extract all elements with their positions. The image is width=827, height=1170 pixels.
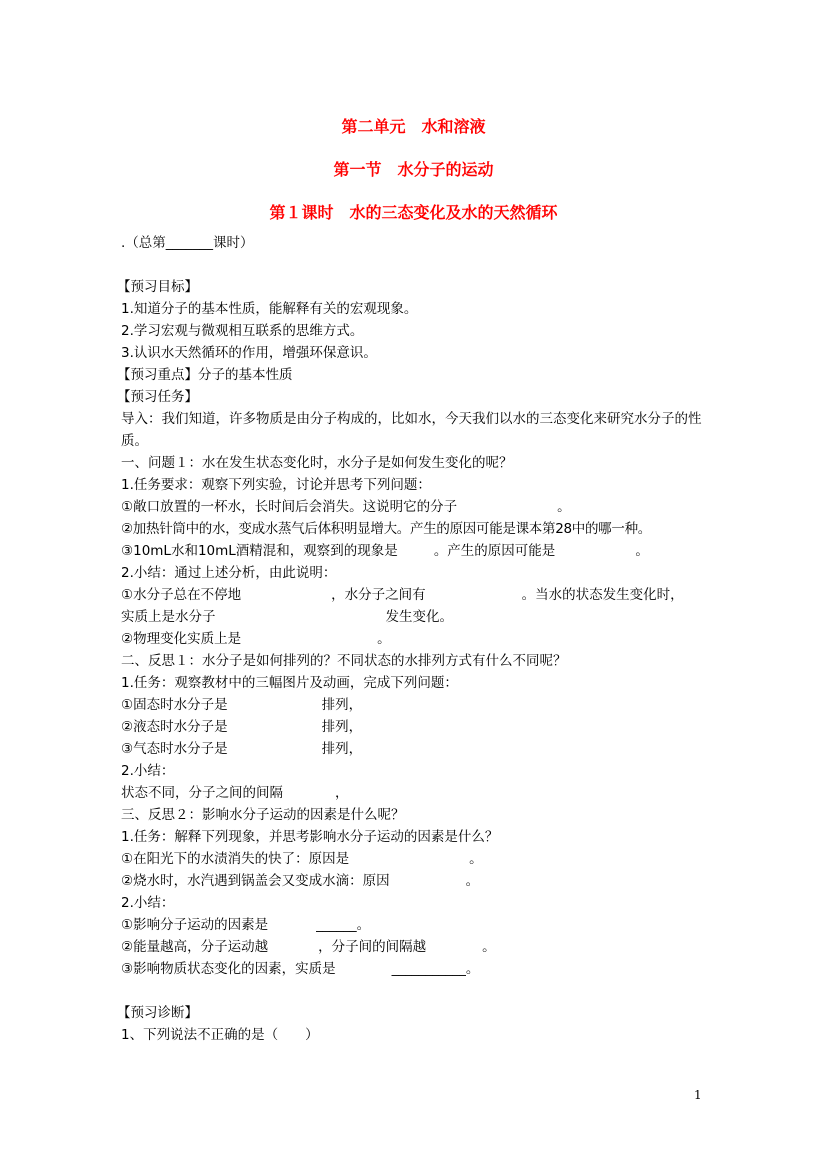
q1-s-b2: 发生变化。 — [385, 609, 453, 625]
q1-s-a3: 。当水的状态发生变化时， — [521, 587, 684, 603]
page-number: 1 — [694, 1088, 702, 1102]
r1-a1: ①固态时水分子是 — [121, 697, 228, 713]
r1-a2: 排列， — [321, 697, 363, 713]
reflection-2-b — [121, 870, 711, 892]
r2-s-c2: ___________。 — [391, 961, 480, 977]
q1-c-text1: ③10mL水和10mL酒精混和，观察到的现象是 — [121, 543, 398, 559]
q1-s-c1: ②物理变化实质上是 — [121, 631, 242, 647]
r1-c2: 排列， — [321, 741, 363, 757]
total-lesson-line: .（总第_______课时） — [121, 235, 254, 251]
lesson-title: 第１课时 水的三态变化及水的天然循环 — [269, 203, 558, 222]
r1-b2: 排列， — [321, 719, 363, 735]
q1-a-end: 。 — [557, 499, 571, 515]
question-1-a — [121, 496, 711, 518]
q1-s-c-end: 。 — [377, 631, 391, 647]
question-1-summary: 2.小结：通过上述分析，由此说明： — [121, 565, 337, 581]
question-1-c — [121, 540, 711, 562]
r2-a-end: 。 — [469, 851, 483, 867]
reflection-2: 三、反思２：影响水分子运动的因素是什么呢？ — [121, 807, 405, 823]
reflection-1: 二、反思１：水分子是如何排列的？不同状态的水排列方式有什么不同呢？ — [121, 653, 567, 669]
intro-paragraph: 导入：我们知道，许多物质是由分子构成的，比如水，今天我们以水的三态变化来研究水分子的性质。 — [121, 411, 702, 449]
r2-s-b2: ，分子间的间隔越 — [318, 939, 427, 955]
r1-b1: ②液态时水分子是 — [121, 719, 228, 735]
q1-s-b1: 实质上是水分子 — [121, 609, 216, 625]
reflection-1-c — [121, 738, 711, 760]
r2-s-b1: ②能量越高，分子运动越 — [121, 939, 269, 955]
diagnosis-question-1: 1、下列说法不正确的是（ ） — [121, 1027, 319, 1043]
section-title: 第一节 水分子的运动 — [333, 160, 494, 179]
task-header: 【预习任务】 — [117, 389, 198, 405]
q1-s-a1: ①水分子总在不停地 — [121, 587, 242, 603]
r2-s-a2: ______。 — [316, 917, 371, 933]
question-1-summary-b — [121, 606, 711, 628]
r1-s2: ， — [335, 785, 349, 801]
r2-b1: ②烧水时，水汽遇到锅盖会又变成水滴：原因 — [121, 873, 390, 889]
r1-c1: ③气态时水分子是 — [121, 741, 228, 757]
reflection-2-a — [121, 848, 711, 870]
question-1: 一、问题１：水在发生状态变化时，水分子是如何发生变化的呢？ — [121, 455, 513, 471]
reflection-1-task: 1.任务：观察教材中的三幅图片及动画，完成下列问题： — [121, 675, 458, 691]
reflection-2-summary-b — [121, 936, 711, 958]
reflection-1-a — [121, 694, 711, 716]
reflection-2-task: 1.任务：解释下列现象，并思考影响水分子运动的因素是什么？ — [121, 829, 499, 845]
q1-s-a2: ，水分子之间有 — [331, 587, 426, 603]
reflection-2-summary-c — [121, 958, 711, 980]
r2-s-c1: ③影响物质状态变化的因素，实质是 — [121, 961, 336, 977]
question-1-task: 1.任务要求：观察下列实验，讨论并思考下列问题： — [121, 477, 431, 493]
unit-title: 第二单元 水和溶液 — [341, 117, 486, 136]
reflection-2-summary-a — [121, 914, 711, 936]
q1-c-end: 。 — [635, 543, 649, 559]
r2-b-end: 。 — [465, 873, 480, 889]
goal-2: 2.学习宏观与微观相互联系的思维方式。 — [121, 323, 364, 339]
reflection-1-summary: 2.小结： — [121, 763, 175, 779]
reflection-1-summary-line — [121, 782, 711, 804]
r2-a1: ①在阳光下的水渍消失的快了：原因是 — [121, 851, 350, 867]
question-1-b: ②加热针筒中的水，变成水蒸气后体积明显增大。产生的原因可能是课本第28中的哪一种。 — [121, 521, 651, 537]
q1-a-text: ①敞口放置的一杯水，长时间后会消失。这说明它的分子 — [121, 499, 458, 515]
key-point: 【预习重点】分子的基本性质 — [117, 367, 293, 383]
goals-header: 【预习目标】 — [117, 279, 198, 295]
goal-3: 3.认识水天然循环的作用，增强环保意识。 — [121, 345, 377, 361]
r2-s-b-end: 。 — [482, 939, 496, 955]
reflection-2-summary: 2.小结： — [121, 895, 175, 911]
goal-1: 1.知道分子的基本性质，能解释有关的宏观现象。 — [121, 301, 418, 317]
question-1-summary-c — [121, 628, 711, 650]
r1-s1: 状态不同，分子之间的间隔 — [121, 785, 283, 801]
document-body — [117, 232, 711, 1046]
reflection-1-b — [121, 716, 711, 738]
diagnosis-header: 【预习诊断】 — [117, 1005, 198, 1021]
question-1-summary-a — [121, 584, 711, 606]
q1-c-text2: 。产生的原因可能是 — [433, 543, 556, 559]
r2-s-a1: ①影响分子运动的因素是 — [121, 917, 269, 933]
